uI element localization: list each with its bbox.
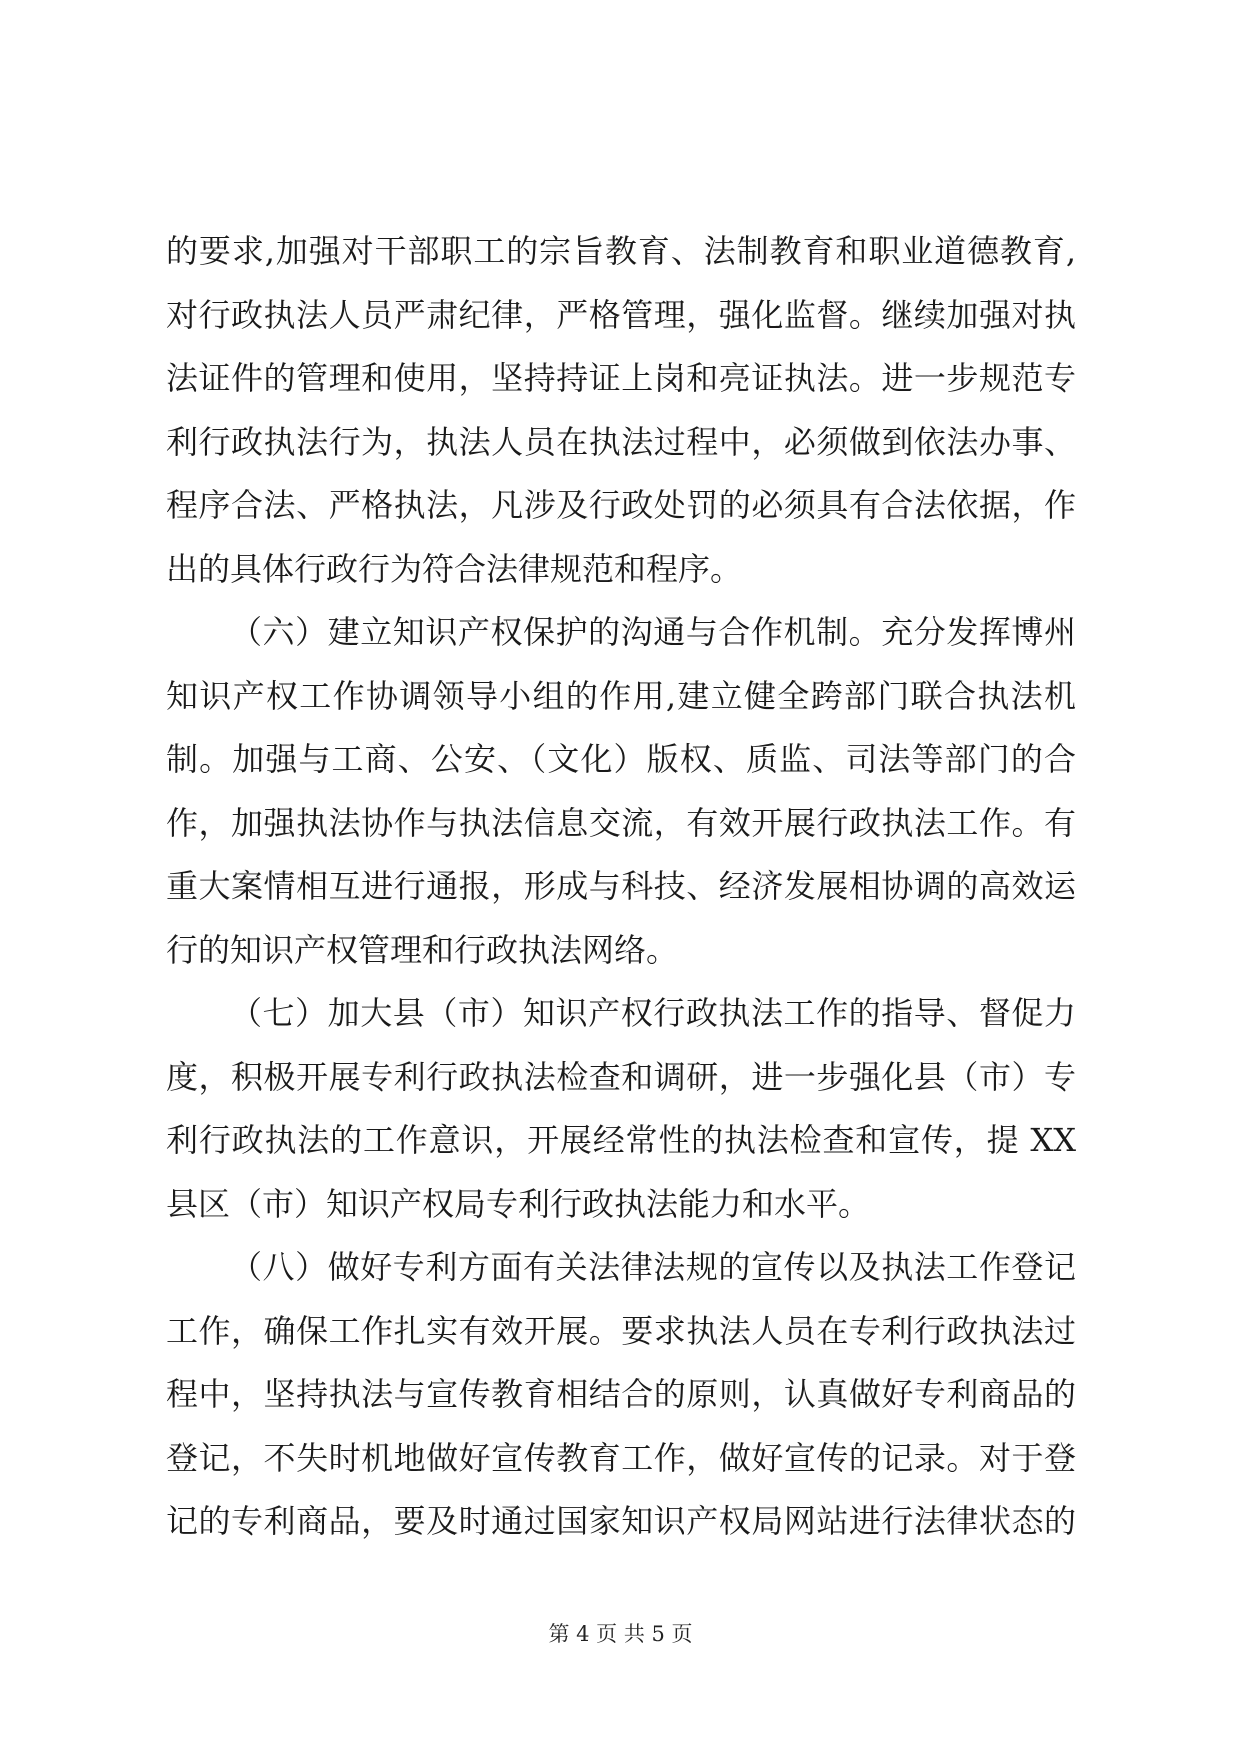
page-number-footer: 第 4 页 共 5 页 xyxy=(548,1622,693,1646)
text-line: 制。加强与工商、公安、（文化）版权、质监、司法等部门的合 xyxy=(166,740,1076,778)
text-line: 重大案情相互进行通报，形成与科技、经济发展相协调的高效运 xyxy=(166,867,1076,905)
text-line: 知识产权工作协调领导小组的作用,建立健全跨部门联合执法机 xyxy=(166,676,1076,715)
text-line: 作，加强执法协作与执法信息交流，有效开展行政执法工作。有 xyxy=(166,803,1076,842)
text-line: 度，积极开展专利行政执法检查和调研，进一步强化县（市）专 xyxy=(166,1057,1076,1096)
body-text xyxy=(166,220,1076,1554)
text-line: 利行政执法行为，执法人员在执法过程中，必须做到依法办事、 xyxy=(166,422,1076,461)
text-line: 记的专利商品，要及时通过国家知识产权局网站进行法律状态的 xyxy=(166,1502,1076,1540)
paragraph-first-line: （七）加大县（市）知识产权行政执法工作的指导、督促力 xyxy=(230,994,1076,1032)
text-line: 县区（市）知识产权局专利行政执法能力和水平。 xyxy=(166,1184,871,1223)
paragraph-first-line: （六）建立知识产权保护的沟通与合作机制。充分发挥博州 xyxy=(230,613,1076,651)
text-line: 工作，确保工作扎实有效开展。要求执法人员在专利行政执法过 xyxy=(166,1311,1076,1350)
text-line: 对行政执法人员严肃纪律，严格管理，强化监督。继续加强对执 xyxy=(166,295,1076,334)
text-line: 法证件的管理和使用，坚持持证上岗和亮证执法。进一步规范专 xyxy=(166,359,1076,397)
text-line: 程序合法、严格执法，凡涉及行政处罚的必须具有合法依据，作 xyxy=(166,486,1076,524)
text-line: 利行政执法的工作意识，开展经常性的执法检查和宣传，提 XX xyxy=(166,1121,1076,1159)
text-line: 的要求,加强对干部职工的宗旨教育、法制教育和职业道德教育, xyxy=(166,232,1076,270)
paragraph-first-line: （八）做好专利方面有关法律法规的宣传以及执法工作登记 xyxy=(230,1248,1076,1286)
text-line: 行的知识产权管理和行政执法网络。 xyxy=(166,930,679,969)
text-line: 出的具体行政行为符合法律规范和程序。 xyxy=(166,549,743,588)
text-line: 程中，坚持执法与宣传教育相结合的原则，认真做好专利商品的 xyxy=(166,1375,1076,1413)
text-line: 登记，不失时机地做好宣传教育工作，做好宣传的记录。对于登 xyxy=(166,1438,1076,1477)
